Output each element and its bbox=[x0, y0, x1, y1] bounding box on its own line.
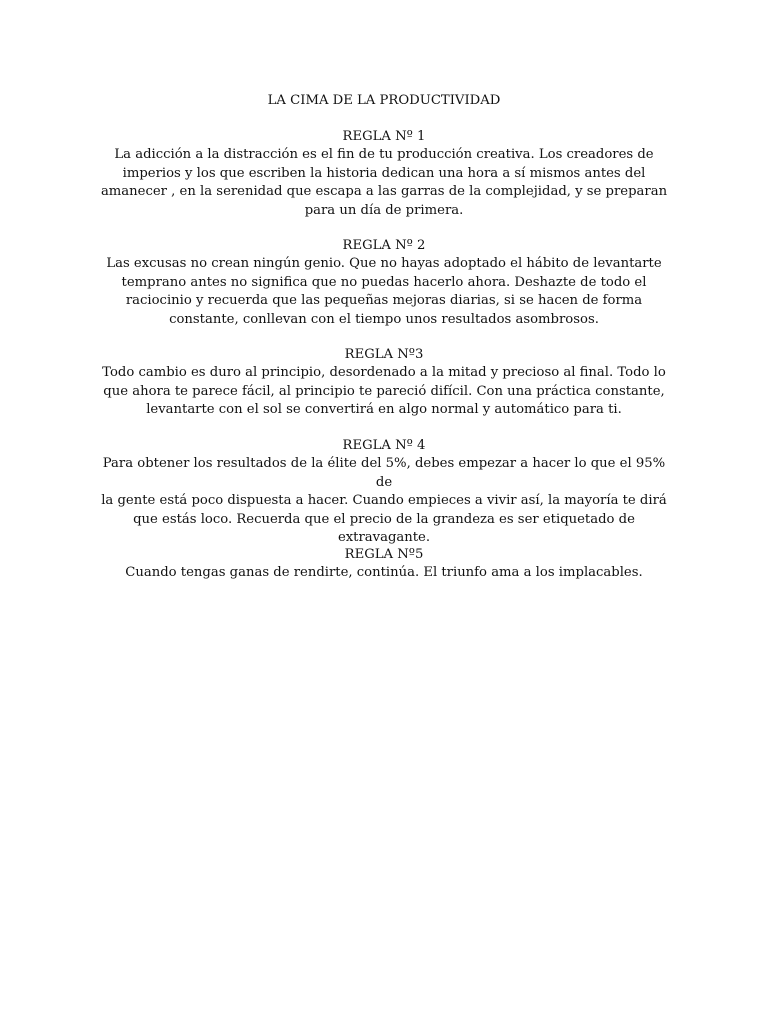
rule-2-line-3: raciocinio y recuerda que las pequeñas mejoras diarias, si se hacen de forma bbox=[125, 293, 643, 309]
rule-3-line-3: levantarte con el sol se convertirá en algo normal y automático para ti. bbox=[146, 402, 622, 418]
rule-3-line-1: Todo cambio es duro al principio, desordenado a la mitad y precioso al final. Todo lo bbox=[102, 365, 666, 381]
rule-4-text bbox=[100, 455, 668, 547]
rule-4-section bbox=[100, 437, 668, 547]
rule-3-line-2: que ahora te parece fácil, al principio te pareció difícil. Con una práctica constante, bbox=[103, 383, 665, 399]
rule-1-line-4: para un día de primera. bbox=[304, 202, 464, 218]
rule-5-line-1: Cuando tengas ganas de rendirte, continúa. El triunfo ama a los implacables. bbox=[125, 565, 643, 581]
rule-2-section bbox=[100, 237, 668, 329]
rule-1-section bbox=[100, 128, 668, 220]
rule-1-text bbox=[100, 146, 668, 220]
rule-1-line-3: amanecer , en la serenidad que escapa a las garras de la complejidad, y se preparan bbox=[100, 184, 668, 200]
rule-2-heading: REGLA Nº 2 bbox=[342, 238, 426, 253]
rule-2-text bbox=[100, 255, 668, 329]
rule-5-section bbox=[100, 546, 668, 583]
rule-4-line-1: Para obtener los resultados de la élite del 5%, debes empezar a hacer lo que el 95% de bbox=[102, 456, 666, 490]
rule-2-line-4: constante, conllevan con el tiempo unos resultados asombrosos. bbox=[169, 311, 599, 327]
rule-5-text bbox=[100, 564, 668, 582]
rule-4-line-2: la gente está poco dispuesta a hacer. Cuando empieces a vivir así, la mayoría te dirá bbox=[101, 493, 667, 509]
rule-2-line-2: temprano antes no significa que no puedas hacerlo ahora. Deshazte de todo el bbox=[121, 274, 647, 290]
rule-1-heading: REGLA Nº 1 bbox=[342, 129, 426, 144]
rule-3-text bbox=[100, 364, 668, 419]
rule-4-line-3: que estás loco. Recuerda que el precio de la grandeza es ser etiquetado de bbox=[133, 511, 635, 527]
rule-1-line-2: imperios y los que escriben la historia dedican una hora a sí mismos antes del bbox=[122, 165, 646, 181]
rule-4-heading: REGLA Nº 4 bbox=[342, 438, 426, 453]
rule-2-line-1: Las excusas no crean ningún genio. Que no hayas adoptado el hábito de levantarte bbox=[106, 256, 662, 272]
rule-3-section bbox=[100, 346, 668, 420]
rule-3-heading: REGLA Nº3 bbox=[344, 347, 424, 362]
rule-5-heading: REGLA Nº5 bbox=[344, 547, 424, 562]
document-title: LA CIMA DE LA PRODUCTIVIDAD bbox=[267, 93, 501, 108]
rule-1-line-1: La adicción a la distracción es el fin de tu producción creativa. Los creadores de bbox=[114, 147, 654, 163]
rule-4-line-4: extravagante. bbox=[337, 530, 431, 546]
